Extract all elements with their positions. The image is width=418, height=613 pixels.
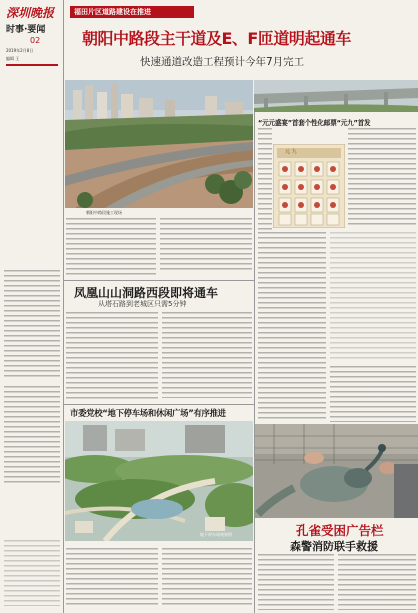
section-name: 时事·要闻 (6, 25, 46, 35)
left-sidebar (0, 0, 63, 613)
center-column-divider (254, 80, 255, 420)
yuan-text-left-col (258, 128, 272, 230)
yuan-text-end (330, 366, 416, 422)
right-bottom-divider (254, 420, 255, 613)
peacock-text-col-2 (338, 554, 416, 610)
sidebar-text-block-3 (4, 540, 60, 606)
sidebar-text-block-2 (4, 386, 60, 486)
issue-editor: 编辑 王 (6, 56, 20, 61)
sidebar-red-rule (6, 64, 58, 66)
yuan-text-right-col (348, 128, 416, 228)
parking-text-col-2 (162, 548, 252, 608)
lead-story-text-col-2 (160, 218, 252, 270)
yuan-headline: “元元盛宴”首套个性化邮票“元九”首发 (258, 119, 371, 127)
fenghuang-text-col-1 (66, 312, 158, 402)
page-number: 02 (30, 36, 41, 45)
parking-text-col-1 (66, 548, 158, 608)
divider-above-fenghuang (64, 280, 254, 281)
main-headline: 朝阳中路段主干道及E、F匝道明起通车 (82, 29, 351, 48)
sidebar-text-block-1 (4, 270, 60, 380)
fenghuang-headline: 凤凰山山洞路西段即将通车 (74, 286, 219, 300)
sidebar-divider (63, 0, 64, 613)
top-banner-text: 福田片区道路建设在推进 (74, 8, 151, 16)
parking-headline: 市委党校“地下停车场和休闲广场”有序推进 (70, 408, 226, 418)
parking-photo-caption: 地下停车场效果图 (200, 532, 232, 537)
yuan-text-bottom-left (258, 232, 326, 422)
yuan-text-bottom-right (330, 232, 416, 362)
parking-rendering-photo (65, 421, 253, 541)
peacock-subheadline: 森警消防联手救援 (290, 540, 378, 553)
peacock-headline: 孔雀受困广告栏 (296, 523, 384, 538)
road-construction-photo (65, 80, 253, 208)
lead-story-text-col-1 (66, 218, 156, 276)
bridge-photo (254, 80, 418, 112)
fenghuang-text-col-2 (162, 312, 252, 398)
divider-above-parking (64, 404, 254, 405)
peacock-photo (254, 424, 418, 518)
fenghuang-subheadline: 从塔石路到老城区只需5分钟 (98, 300, 187, 308)
masthead-logo: 深圳晚报 (6, 6, 55, 20)
issue-date: 2019年2月8日 (6, 48, 34, 53)
peacock-text-col-1 (258, 554, 334, 610)
main-subheadline: 快速通道改造工程预计今年7月完工 (140, 56, 305, 68)
road-photo-caption: 朝阳中路段施工现场 (86, 210, 122, 215)
stamp-sheet-image (273, 144, 345, 228)
stamp-sheet-label: 元 九 (285, 149, 297, 155)
